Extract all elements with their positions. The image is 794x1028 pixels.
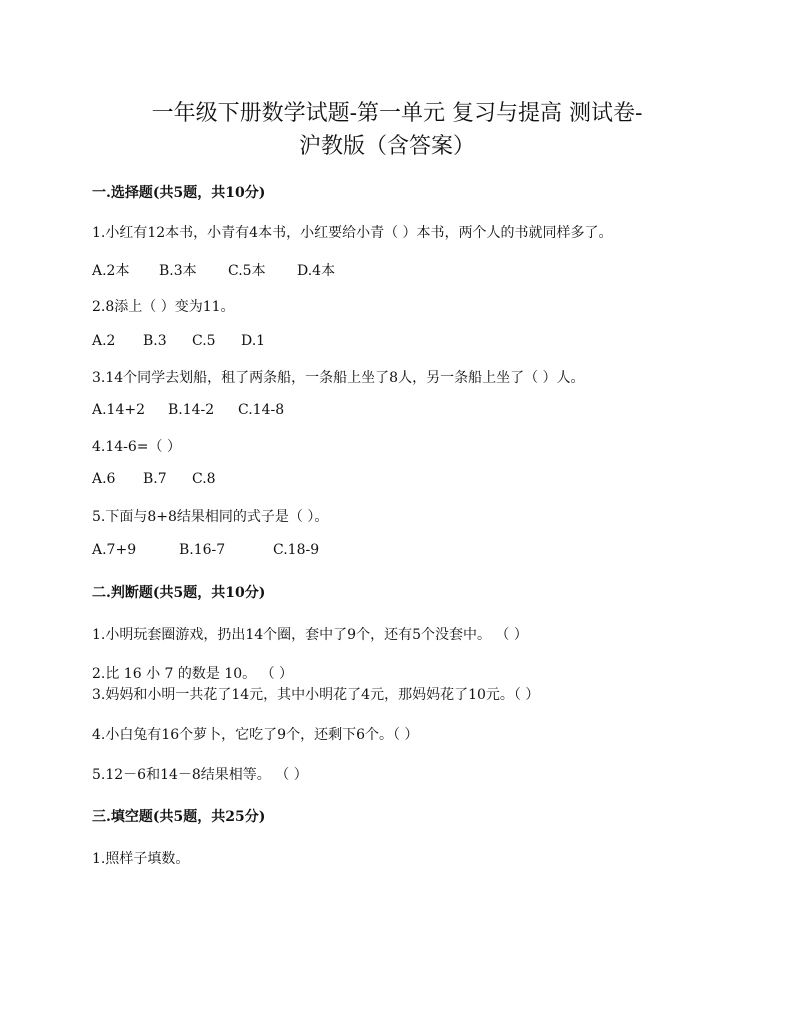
choice-options-3 <box>92 402 284 418</box>
option: D.1 <box>241 333 266 349</box>
section-heading-choice: 一.选择题(共5题，共10分) <box>92 185 266 201</box>
option: A.2 <box>92 333 116 349</box>
option: A.2本 <box>92 263 130 279</box>
option: B.3本 <box>159 263 197 279</box>
judge-question-1: 1.小明玩套圈游戏，扔出14个圈，套中了9个，还有5个没套中。 （ ） <box>92 627 528 643</box>
judge-question-5: 5.12－6和14－8结果相等。 （ ） <box>92 767 308 783</box>
judge-question-2: 2.比 16 小 7 的数是 10。 （ ） <box>92 666 294 682</box>
option: B.3 <box>143 333 167 349</box>
option: A.6 <box>92 471 116 487</box>
option: C.5 <box>192 333 216 349</box>
choice-question-4: 4.14-6=（ ） <box>92 439 181 455</box>
option: A.14+2 <box>92 402 146 418</box>
option: C.18-9 <box>273 542 320 558</box>
option: A.7+9 <box>92 542 137 558</box>
choice-question-2: 2.8添上（ ）变为11。 <box>92 299 235 315</box>
choice-options-5 <box>92 542 319 558</box>
choice-options-1 <box>92 260 335 280</box>
judge-question-4: 4.小白兔有16个萝卜，它吃了9个，还剩下6个。（ ） <box>92 727 419 743</box>
option: D.4本 <box>297 263 336 279</box>
section-heading-fill: 三.填空题(共5题，共25分) <box>92 809 266 825</box>
choice-options-2 <box>92 333 265 349</box>
section-heading-judge: 二.判断题(共5题，共10分) <box>92 585 266 601</box>
choice-options-4 <box>92 471 216 487</box>
choice-question-3: 3.14个同学去划船，租了两条船，一条船上坐了8人，另一条船上坐了（ ）人。 <box>92 370 585 386</box>
option: C.5本 <box>228 263 266 279</box>
page-title-line2: 沪教版（含答案） <box>298 134 475 159</box>
judge-question-3: 3.妈妈和小明一共花了14元，其中小明花了4元，那妈妈花了10元。（ ） <box>92 687 540 703</box>
page-title-line1: 一年级下册数学试题-第一单元 复习与提高 测试卷- <box>151 101 643 126</box>
option: C.14-8 <box>238 402 285 418</box>
option: B.14-2 <box>168 402 215 418</box>
fill-question-1: 1.照样子填数。 <box>92 851 190 867</box>
option: B.7 <box>143 471 167 487</box>
option: B.16-7 <box>179 542 226 558</box>
choice-question-5: 5.下面与8+8结果相同的式子是（ ）。 <box>92 509 329 525</box>
choice-question-1: 1.小红有12本书，小青有4本书，小红要给小青（ ）本书，两个人的书就同样多了。 <box>92 225 613 241</box>
option: C.8 <box>192 471 216 487</box>
